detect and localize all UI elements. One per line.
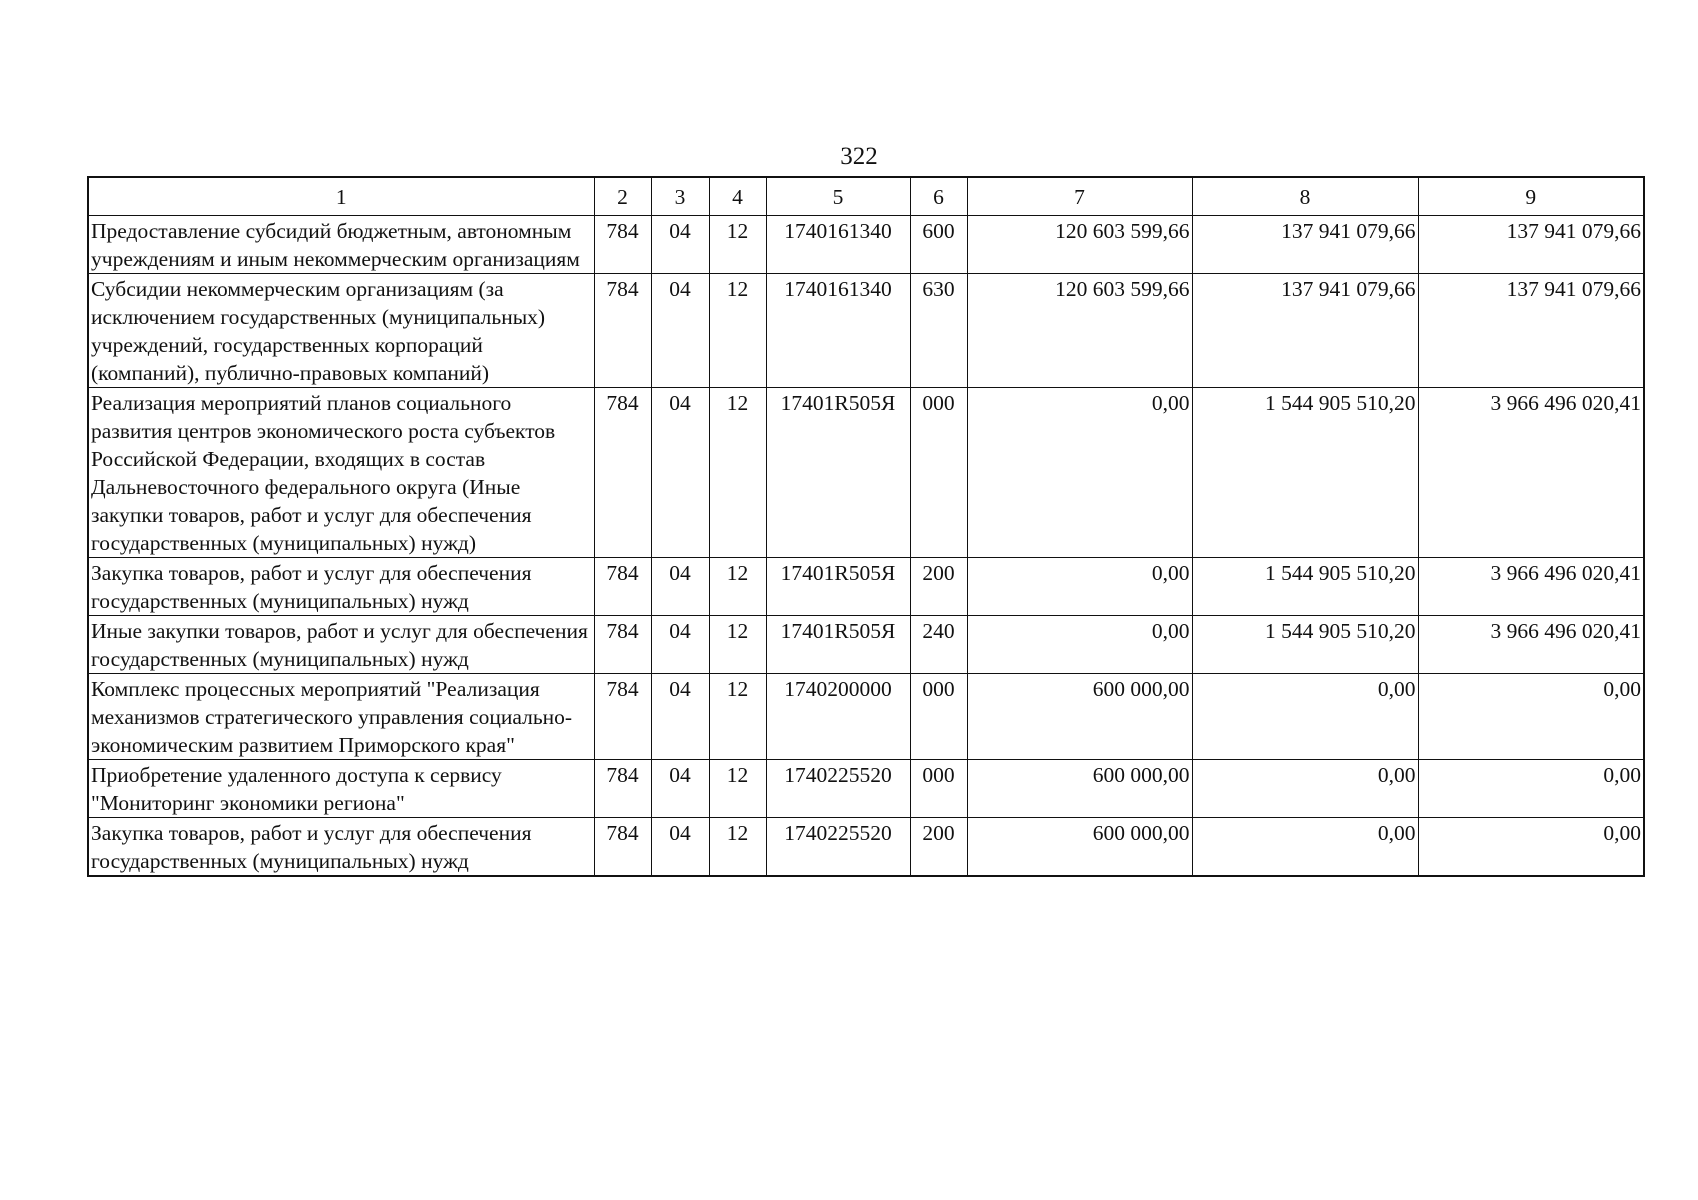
row-target-code: 17401R505Я — [766, 558, 910, 616]
row-amount-col8: 137 941 079,66 — [1192, 216, 1418, 274]
row-section-code: 04 — [651, 760, 709, 818]
row-expense-type: 200 — [910, 818, 967, 877]
row-subsection-code: 12 — [709, 760, 766, 818]
row-expense-type: 600 — [910, 216, 967, 274]
row-ministry-code: 784 — [594, 674, 651, 760]
row-amount-col9: 3 966 496 020,41 — [1418, 558, 1644, 616]
row-amount-col9: 137 941 079,66 — [1418, 216, 1644, 274]
row-ministry-code: 784 — [594, 818, 651, 877]
row-amount-col8: 1 544 905 510,20 — [1192, 616, 1418, 674]
row-target-code: 1740161340 — [766, 274, 910, 388]
row-subsection-code: 12 — [709, 616, 766, 674]
row-target-code: 17401R505Я — [766, 388, 910, 558]
row-expense-type: 000 — [910, 674, 967, 760]
row-subsection-code: 12 — [709, 674, 766, 760]
row-amount-col7: 0,00 — [967, 558, 1192, 616]
row-subsection-code: 12 — [709, 388, 766, 558]
table-row — [88, 616, 1644, 674]
row-amount-col9: 0,00 — [1418, 818, 1644, 877]
table-row — [88, 558, 1644, 616]
header-col-6: 6 — [910, 177, 967, 216]
table-row — [88, 760, 1644, 818]
row-amount-col7: 120 603 599,66 — [967, 216, 1192, 274]
row-name: Субсидии некоммерческим организациям (за исключением государственных (муниципальных) учреждений, государственных корпораций (компаний), публично-правовых компаний) — [88, 274, 594, 388]
row-target-code: 17401R505Я — [766, 616, 910, 674]
row-section-code: 04 — [651, 558, 709, 616]
row-amount-col9: 0,00 — [1418, 760, 1644, 818]
table-header-row — [88, 177, 1644, 216]
row-subsection-code: 12 — [709, 818, 766, 877]
row-amount-col9: 3 966 496 020,41 — [1418, 616, 1644, 674]
row-expense-type: 630 — [910, 274, 967, 388]
row-name: Иные закупки товаров, работ и услуг для обеспечения государственных (муниципальных) нужд — [88, 616, 594, 674]
row-name: Приобретение удаленного доступа к сервису "Мониторинг экономики региона" — [88, 760, 594, 818]
header-col-8: 8 — [1192, 177, 1418, 216]
row-ministry-code: 784 — [594, 216, 651, 274]
row-section-code: 04 — [651, 674, 709, 760]
row-ministry-code: 784 — [594, 760, 651, 818]
row-section-code: 04 — [651, 388, 709, 558]
row-ministry-code: 784 — [594, 616, 651, 674]
header-col-5: 5 — [766, 177, 910, 216]
page-number: 322 — [840, 143, 878, 170]
row-name: Комплекс процессных мероприятий "Реализация механизмов стратегического управления социально-экономическим развитием Приморского края" — [88, 674, 594, 760]
row-target-code: 1740225520 — [766, 818, 910, 877]
table-row — [88, 388, 1644, 558]
row-amount-col8: 0,00 — [1192, 760, 1418, 818]
row-target-code: 1740200000 — [766, 674, 910, 760]
header-col-7: 7 — [967, 177, 1192, 216]
row-name: Реализация мероприятий планов социального развития центров экономического роста субъектов Российской Федерации, входящих в состав Дальневосточного федерального округа (Иные закупки товаров, работ и услуг для обеспечения государственных (муниципальных) нужд) — [88, 388, 594, 558]
row-ministry-code: 784 — [594, 388, 651, 558]
row-subsection-code: 12 — [709, 558, 766, 616]
row-subsection-code: 12 — [709, 274, 766, 388]
table-row — [88, 216, 1644, 274]
header-col-3: 3 — [651, 177, 709, 216]
row-amount-col7: 0,00 — [967, 616, 1192, 674]
row-section-code: 04 — [651, 274, 709, 388]
row-name: Закупка товаров, работ и услуг для обеспечения государственных (муниципальных) нужд — [88, 558, 594, 616]
header-col-2: 2 — [594, 177, 651, 216]
row-expense-type: 240 — [910, 616, 967, 674]
row-amount-col7: 600 000,00 — [967, 760, 1192, 818]
row-name: Закупка товаров, работ и услуг для обеспечения государственных (муниципальных) нужд — [88, 818, 594, 877]
table-row — [88, 818, 1644, 877]
row-expense-type: 000 — [910, 388, 967, 558]
row-target-code: 1740161340 — [766, 216, 910, 274]
row-amount-col8: 0,00 — [1192, 674, 1418, 760]
table-row — [88, 274, 1644, 388]
header-col-9: 9 — [1418, 177, 1644, 216]
row-amount-col9: 137 941 079,66 — [1418, 274, 1644, 388]
row-target-code: 1740225520 — [766, 760, 910, 818]
row-amount-col9: 0,00 — [1418, 674, 1644, 760]
row-expense-type: 000 — [910, 760, 967, 818]
row-ministry-code: 784 — [594, 558, 651, 616]
header-col-4: 4 — [709, 177, 766, 216]
row-amount-col7: 600 000,00 — [967, 674, 1192, 760]
row-amount-col8: 1 544 905 510,20 — [1192, 388, 1418, 558]
row-subsection-code: 12 — [709, 216, 766, 274]
row-name: Предоставление субсидий бюджетным, автономным учреждениям и иным некоммерческим организациям — [88, 216, 594, 274]
row-expense-type: 200 — [910, 558, 967, 616]
row-amount-col7: 600 000,00 — [967, 818, 1192, 877]
row-amount-col8: 0,00 — [1192, 818, 1418, 877]
row-amount-col8: 1 544 905 510,20 — [1192, 558, 1418, 616]
row-amount-col7: 120 603 599,66 — [967, 274, 1192, 388]
row-amount-col8: 137 941 079,66 — [1192, 274, 1418, 388]
row-ministry-code: 784 — [594, 274, 651, 388]
budget-table — [87, 176, 1645, 877]
header-col-1: 1 — [88, 177, 594, 216]
row-section-code: 04 — [651, 818, 709, 877]
table-row — [88, 674, 1644, 760]
row-section-code: 04 — [651, 216, 709, 274]
row-amount-col7: 0,00 — [967, 388, 1192, 558]
row-section-code: 04 — [651, 616, 709, 674]
row-amount-col9: 3 966 496 020,41 — [1418, 388, 1644, 558]
